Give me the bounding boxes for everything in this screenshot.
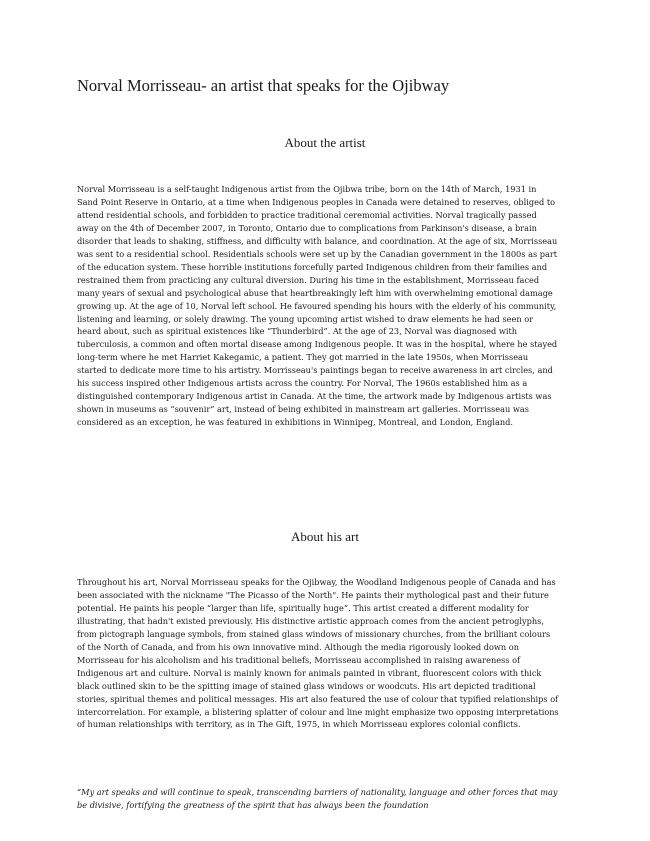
artist-quote: “My art speaks and will continue to speak, transcending barriers of nationality, language and other forces that may be divisive, fortifying the greatness of the spirit that has always been the foundation bbox=[77, 787, 558, 810]
paragraph-about-art: Throughout his art, Norval Morrisseau speaks for the Ojibway, the Woodland Indigenous people of Canada and has been associated with the nickname "The Picasso of the North". He paints their mythological past and their future potential. He paints his people “larger than life, spiritually huge”. This artist created a different modality for illustrating, that hadn't existed previously. His distinctive artistic approach comes from the ancient petroglyphs, from pictograph language symbols, from stained glass windows of missionary churches, from the brilliant colours of the North of Canada, and from his own innovative mind. Although the media rigorously looked down on Morrisseau for his alcoholism and his traditional beliefs, Morrisseau accomplished in raising awareness of Indigenous art and culture. Norval is mainly known for animals painted in vibrant, fluorescent colors with thick black outlined skin to be the spitting image of stained glass windows or woodcuts. His art depicted traditional stories, spiritual themes and political messages. His art also featured the use of colour that typified relationships of intercorrelation. For example, a blistering splatter of colour and line might emphasize two opposing interpretations of human relationships with territory, as in The Gift, 1975, in which Morrisseau explores colonial conflicts. bbox=[77, 577, 559, 730]
section-heading-about-artist: About the artist bbox=[284, 135, 366, 150]
paragraph-about-artist: Norval Morrisseau is a self-taught Indigenous artist from the Ojibwa tribe, born on the 14th of March, 1931 in Sand Point Reserve in Ontario, at a time when Indigenous peoples in Canada were detained to reserves, obliged to attend residential schools, and forbidden to practice traditional ceremonial activities. Norval tragically passed away on the 4th of December 2007, in Toronto, Ontario due to complications from Parkinson's disease, a brain disorder that leads to shaking, stiffness, and difficulty with balance, and coordination. At the age of six, Morrisseau was sent to a residential school. Residentials schools were set up by the Canadian government in the 1800s as part of the education system. These horrible institutions forcefully parted Indigenous children from their families and restrained them from practicing any cultural diversion. During his time in the establishment, Morrisseau faced many years of sexual and psychological abuse that heartbreakingly left him with overwhelming emotional damage growing up. At the age of 10, Norval left school. He favoured spending his hours with the elderly of his community, listening and learning, or solely drawing. The young upcoming artist wished to draw elements he had seen or heard about, such as spiritual existences like “Thunderbird”. At the age of 23, Norval was diagnosed with tuberculosis, a common and often mortal disease among Indigenous people. It was in the hospital, where he stayed long-term where he met Harriet Kakegamic, a patient. They got married in the late 1950s, when Morrisseau started to dedicate more time to his artistry. Morrisseau's paintings began to receive awareness in art circles, and his success inspired other Indigenous artists across the country. For Norval, The 1960s established him as a distinguished contemporary Indigenous artist in Canada. At the time, the artwork made by Indigenous artists was shown in museums as “souvenir” art, instead of being exhibited in mainstream art galleries. Morrisseau was considered as an exception, he was featured in exhibitions in Winnipeg, Montreal, and London, England. bbox=[77, 184, 558, 428]
section-heading-about-art: About his art bbox=[291, 529, 359, 544]
page-title: Norval Morrisseau- an artist that speaks for the Ojibway bbox=[77, 76, 450, 95]
